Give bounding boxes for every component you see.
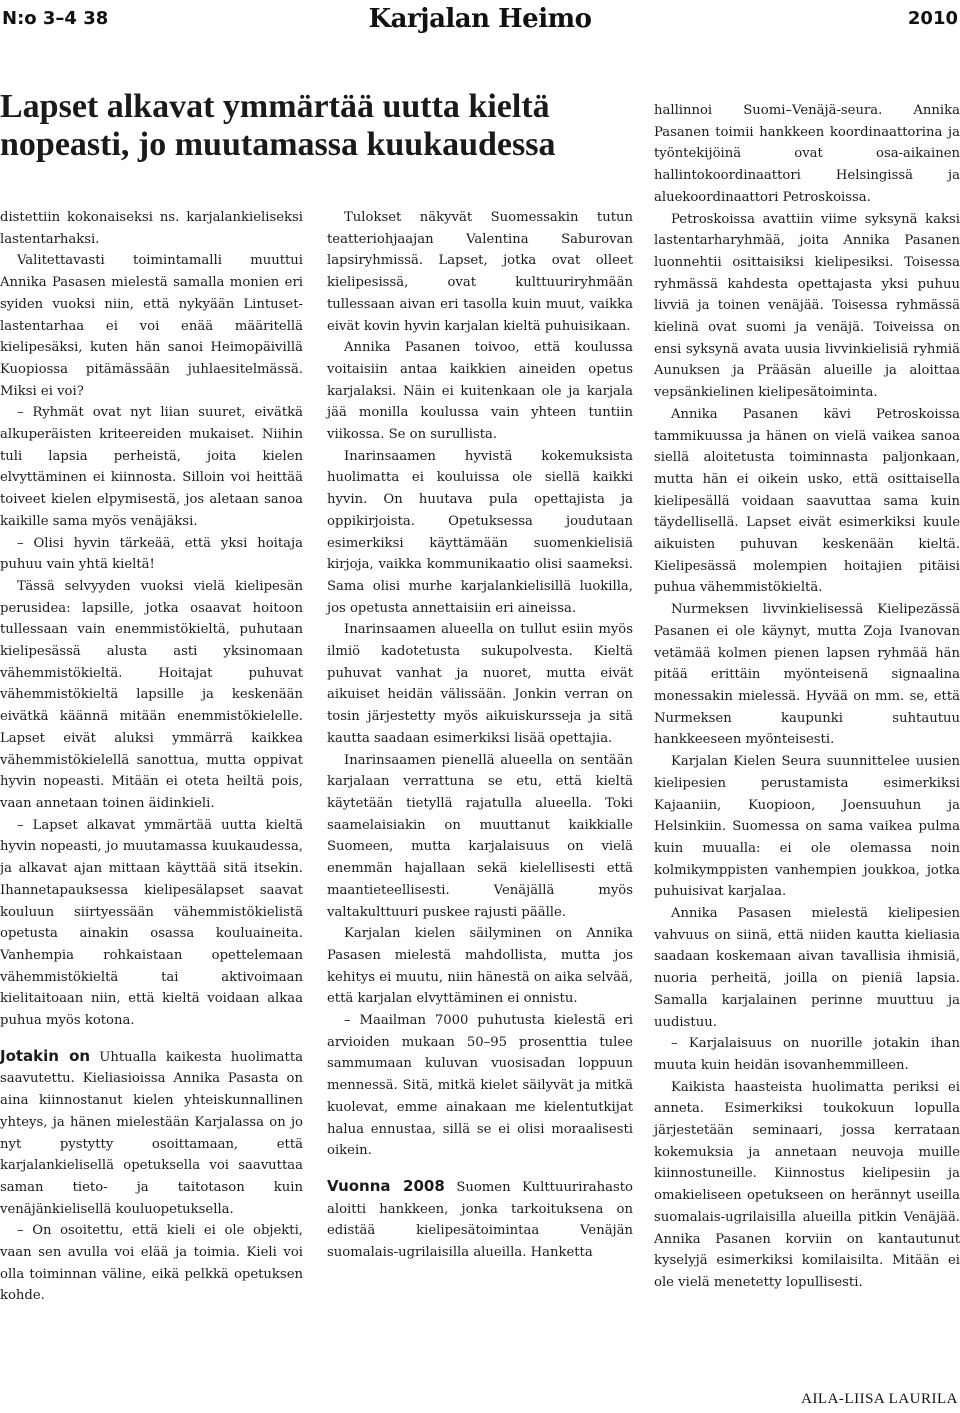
paragraph: – Lapset alkavat ymmärtää uutta kieltä hyvin nopeasti, jo muutamassa kuukaudessa, ja alkavat ajan mittaan käyttää sitä itsekin. Ihannetapauksessa kielipesälapset saavat kouluun siirtyessään vähemmistökielistä opetusta ainakin osassa kouluaineita. Vanhempia rohkaistaan opettelemaan vähemmistökieltä tai aktivoimaan kielitaitoaan niin, että kieltä voidaan alkaa puhua myös kotona.: [0, 817, 303, 1029]
paragraph: Kaikista haasteista huolimatta periksi ei anneta. Esimerkiksi toukokuun lopulla järjestetään seminaari, jossa kerrataan kokemuksia ja annetaan neuvoja muille kiinnostuneille. Kiinnostus kielipesiin ja omakieliseen opetukseen on herännyt useilla suomalais-ugrilaisilla alueilla pitkin Venäjää. Annika Pasanen korviin on kantautunut kyselyjä esimerkiksi komilaisilta. Mitään ei ole vielä menetetty lopullisesti.: [654, 1079, 960, 1290]
paragraph: – Olisi hyvin tärkeää, että yksi hoitaja puhuu vain yhtä kieltä!: [0, 535, 303, 573]
paragraph: Karjalan kielen säilyminen on Annika Pasasen mielestä mahdollista, mutta jos kehitys ei muutu, niin hänestä on aika selvää, että karjalan elvyttäminen ei onnistu.: [327, 926, 633, 1007]
paragraph: Nurmeksen livvinkielisessä Kielipezässä Pasanen ei ole käynyt, mutta Zoja Ivanovan vetämää kolmen pienen lapsen ryhmää hän pitää erittäin myönteisenä signaalina monessakin mielessä. Hyvää on mm. se, että Nurmeksen kaupunki suhtautuu hankkeeseen myönteisesti.: [654, 602, 960, 748]
paragraph: – On osoitettu, että kieli ei ole objekti, vaan sen avulla voi elää ja toimia. Kieli voi olla toiminnan väline, eikä pelkkä opetuksen kohde.: [0, 1223, 303, 1304]
issue-number: N:o 3–4 38: [2, 8, 109, 29]
paragraph: Karjalan Kielen Seura suunnittelee uusien kielipesien perustamista esimerkiksi Kajaaniin, Kuopioon, Joensuuhun ja Helsinkiin. Suomessa on sama vaikea pulma kuin muualla: ei ole olemassa noin kolmikymppisten vanhempien joukkoa, jotka puhuisivat karjalaa.: [654, 754, 960, 900]
section-lead: Vuonna 2008: [327, 1176, 445, 1195]
masthead: Karjalan Heimo: [368, 4, 592, 34]
paragraph: – Maailman 7000 puhutusta kielestä eri arvioiden mukaan 50–95 prosenttia tulee sammumaan kuluvan vuosisadan loppuun mennessä. Sitä, mitkä kielet säilyvät ja mitkä kuolevat, emme ainakaan me kielentutkijat halua ennustaa, sillä se ei olisi moraalisesti oikein.: [327, 1013, 633, 1159]
paragraph: [0, 1046, 303, 1221]
paragraph-text: Suomen Kulttuurirahasto aloitti hankkeen, jonka tarkoituksena on edistää kielipesätoimintaa Venäjän suomalais-ugrilaisilla alueilla. Hanketta: [327, 1179, 633, 1261]
paragraph: Tässä selvyyden vuoksi vielä kielipesän perusidea: lapsille, jotka osaavat hoitoon tullessaan vain enemmistökieltä, puhutaan kielipesässä alusta asti yksinomaan vähemmistökieltä. Hoitajat puhuvat vähemmistökieltä lapsille ja keskenään eivätkä käännä mitään enemmistökielelle. Lapset eivät aluksi ymmärrä kaikkea vähemmistökielellä sanottua, mutta oppivat hyvin nopeasti. Mitään ei oteta heiltä pois, vaan annetaan toinen äidinkieli.: [0, 578, 303, 811]
paragraph: hallinnoi Suomi–Venäjä-seura. Annika Pasanen toimii hankkeen koordinaattorina ja työntekijöinä ovat osa-aikainen hallintokoordinaattori Helsingissä ja aluekoordinaattori Petroskoissa.: [654, 103, 960, 205]
headline-line-2: nopeasti, jo muutamassa kuukaudessa: [0, 126, 556, 163]
paragraph: distettiin kokonaiseksi ns. karjalankieliseksi lastentarhaksi.: [0, 210, 303, 247]
paragraph-text: Uhtualla kaikesta huolimatta saavutettu. Kieliasioissa Annika Pasasta on aina kiinnostanut kielen yhteiskunnallinen yhteys, ja hänen mielestään Karjalassa on jo nyt pystytty osoittamaan, että karjalankielisellä opetuksella voi saavuttaa saman tieto- ja taitotason kuin venäjänkielisellä kouluopetuksella.: [0, 1049, 303, 1217]
paragraph: Annika Pasasen mielestä kielipesien vahvuus on siinä, että niiden kautta kieliasia saadaan koskemaan aivan tavallisia ihmisiä, nuoria perheitä, joilla on pieniä lapsia. Samalla karjalainen perinne muuttuu ja uudistuu.: [654, 906, 960, 1030]
paragraph: Petroskoissa avattiin viime syksynä kaksi lastentarharyhmää, joita Annika Pasanen luonnehtii osittaisiksi kielipesiksi. Toisessa ryhmässä kahdesta opettajasta yksi puhuu livviä ja toinen venäjää. Toisessa ryhmässä kielinä ovat suomi ja venäjä. Toiveissa on ensi syksynä avata uusia livvinkielisiä ryhmiä Aunuksen ja Prääsän alueille ja aloittaa vepsänkielinen kielipesätoiminta.: [654, 211, 960, 401]
paragraph: Annika Pasanen kävi Petroskoissa tammikuussa ja hänen on vielä vaikea sanoa siellä aloitetusta toiminnasta paljonkaan, mutta hän ei oikein usko, että osittaisella kielipesällä voidaan saavuttaa sama kuin täydellisellä. Lapset eivät esimerkiksi kuule aikuisten puhuvan keskenään kieltä. Kielipesässä molempien hoitajien pitäisi puhua vähemmistökieltä.: [654, 406, 960, 596]
paragraph: Inarinsaamen alueella on tullut esiin myös ilmiö kadotetusta sukupolvesta. Kieltä puhuvat vanhat ja nuoret, mutta eivät aikuiset heidän välissään. Jonkin verran on tosin järjestetty myös aikuiskursseja ja sitä kautta saadaan esimerkiksi lisää opettajia.: [327, 622, 633, 746]
article-headline: [0, 88, 640, 164]
paragraph: Annika Pasanen toivoo, että koulussa voitaisiin antaa kaikkien aineiden opetus karjalaksi. Näin ei kuitenkaan ole ja karjala jää monilla koulussa vain yhteen tuntiin viikossa. Se on surullista.: [327, 340, 633, 443]
column-3: [654, 100, 960, 1294]
paragraph: [327, 1176, 633, 1264]
paragraph: Inarinsaamen hyvistä kokemuksista huolimatta ei kouluissa ole siellä kaikki hyvin. On huutava pula opettajista ja oppikirjoista. Opetuksessa joudutaan esimerkiksi käyttämään suomenkielisiä kirjoja, vaikka kommunikaatio olisi saameksi. Sama olisi murhe karjalankielisillä luokilla, jos opetusta annettaisiin eri aineissa.: [327, 448, 633, 616]
paragraph: Tulokset näkyvät Suomessakin tutun teatteriohjaajan Valentina Saburovan lapsiryhmissä. Lapset, jotka ovat olleet kielipesissä, ovat kulttuuriryhmään tullessaan aivan eri tasolla kuin muut, vaikka eivät kovin hyvin karjalan kieltä puhuisikaan.: [327, 210, 633, 334]
paragraph: – Ryhmät ovat nyt liian suuret, eivätkä alkuperäisten kriteereiden mukaiset. Niihin tuli lapsia perheistä, joita kielen elvyttäminen ei kiinnosta. Silloin voi heittää toiveet kielen elpymisestä, jos aletaan sanoa kaikille sama myös venäjäksi.: [0, 405, 303, 529]
paragraph: – Karjalaisuus on nuorille jotakin ihan muuta kuin heidän isovanhemmilleen.: [654, 1036, 960, 1073]
author-byline: AILA-LIISA LAURILA: [801, 1391, 958, 1407]
page-header: [0, 0, 960, 40]
paragraph: Valitettavasti toimintamalli muuttui Annika Pasasen mielestä samalla monien eri syiden vuoksi niin, että nykyään Lintuset-lastentarhaa ei voi enää määritellä kielipesäksi, kuten hän sanoi Heimopäivillä Kuopiossa pitämässään juhlaesitelmässä. Miksi ei voi?: [0, 253, 303, 399]
paragraph: Inarinsaamen pienellä alueella on sentään karjalaan verrattuna se etu, että kieltä käytetään tietyllä rajatulla alueella. Toki saamelaisiakin on muuttanut kaikkialle Suomeen, mutta karjalaisuus on vielä enemmän hajallaan sekä kielellisesti että maantieteellisesti. Venäjällä myös valtakulttuuri puskee rajusti päälle.: [327, 752, 633, 920]
column-2: [327, 207, 633, 1264]
issue-year: 2010: [907, 8, 958, 29]
column-1: [0, 207, 303, 1307]
headline-line-1: Lapset alkavat ymmärtää uutta kieltä: [0, 88, 550, 125]
section-lead: Jotakin on: [0, 1046, 91, 1065]
